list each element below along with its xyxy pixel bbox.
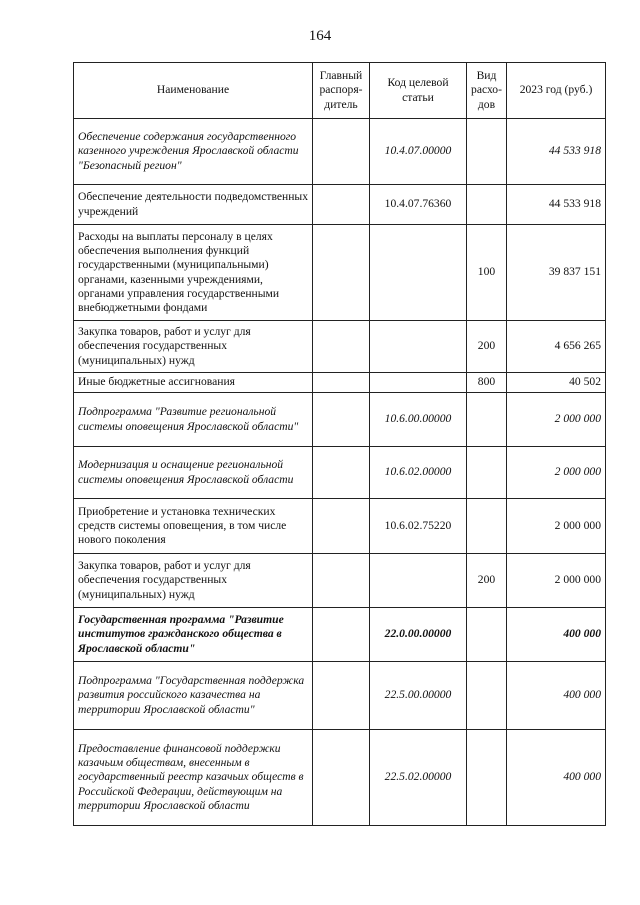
row-expense-type-cell	[467, 119, 507, 185]
row-amount-cell: 4 656 265	[507, 321, 606, 373]
table-row	[74, 373, 606, 393]
table-row	[74, 225, 606, 321]
row-expense-type-cell	[467, 393, 507, 447]
row-target-code-cell: 10.6.02.00000	[370, 447, 467, 499]
row-target-code-cell: 10.4.07.00000	[370, 119, 467, 185]
row-amount-cell: 400 000	[507, 730, 606, 826]
row-target-code-cell: 22.5.02.00000	[370, 730, 467, 826]
row-target-code-cell: 10.6.00.00000	[370, 393, 467, 447]
row-amount-cell: 44 533 918	[507, 119, 606, 185]
row-expense-type-cell	[467, 499, 507, 554]
table-row	[74, 393, 606, 447]
header-expense-type: Вид расхо-дов	[467, 63, 507, 119]
table-row	[74, 662, 606, 730]
table-row	[74, 185, 606, 225]
table-row	[74, 554, 606, 608]
table-row	[74, 608, 606, 662]
row-main-manager-cell	[313, 185, 370, 225]
row-main-manager-cell	[313, 373, 370, 393]
table-row	[74, 321, 606, 373]
row-name-cell: Приобретение и установка технических средств системы оповещения, в том числе нового поколения	[74, 499, 313, 554]
row-amount-cell: 44 533 918	[507, 185, 606, 225]
row-main-manager-cell	[313, 447, 370, 499]
row-name-cell: Государственная программа "Развитие институтов гражданского общества в Ярославской области"	[74, 608, 313, 662]
row-main-manager-cell	[313, 119, 370, 185]
row-expense-type-cell	[467, 608, 507, 662]
row-expense-type-cell: 200	[467, 321, 507, 373]
row-expense-type-cell: 100	[467, 225, 507, 321]
row-main-manager-cell	[313, 730, 370, 826]
row-target-code-cell	[370, 373, 467, 393]
row-amount-cell: 2 000 000	[507, 499, 606, 554]
row-amount-cell: 39 837 151	[507, 225, 606, 321]
table-row	[74, 730, 606, 826]
header-main-manager: Главный распоря-дитель	[313, 63, 370, 119]
row-amount-cell: 400 000	[507, 608, 606, 662]
row-name-cell: Обеспечение деятельности подведомственных учреждений	[74, 185, 313, 225]
row-name-cell: Подпрограмма "Государственная поддержка развития российского казачества на территории Ярославской области"	[74, 662, 313, 730]
row-target-code-cell	[370, 321, 467, 373]
row-target-code-cell	[370, 225, 467, 321]
header-amount-2023: 2023 год (руб.)	[507, 63, 606, 119]
row-name-cell: Закупка товаров, работ и услуг для обеспечения государственных (муниципальных) нужд	[74, 554, 313, 608]
row-target-code-cell: 10.6.02.75220	[370, 499, 467, 554]
row-main-manager-cell	[313, 662, 370, 730]
row-main-manager-cell	[313, 499, 370, 554]
row-main-manager-cell	[313, 321, 370, 373]
row-main-manager-cell	[313, 393, 370, 447]
row-amount-cell: 2 000 000	[507, 447, 606, 499]
budget-table	[73, 62, 606, 826]
row-amount-cell: 400 000	[507, 662, 606, 730]
table-row	[74, 119, 606, 185]
row-name-cell: Иные бюджетные ассигнования	[74, 373, 313, 393]
row-main-manager-cell	[313, 225, 370, 321]
table-header-row	[74, 63, 606, 119]
row-target-code-cell	[370, 554, 467, 608]
row-expense-type-cell	[467, 185, 507, 225]
row-expense-type-cell: 200	[467, 554, 507, 608]
row-target-code-cell: 22.5.00.00000	[370, 662, 467, 730]
row-amount-cell: 2 000 000	[507, 554, 606, 608]
row-name-cell: Модернизация и оснащение региональной системы оповещения Ярославской области	[74, 447, 313, 499]
row-name-cell: Обеспечение содержания государственного казенного учреждения Ярославской области "Безопасный регион"	[74, 119, 313, 185]
header-target-code: Код целевой статьи	[370, 63, 467, 119]
row-amount-cell: 2 000 000	[507, 393, 606, 447]
row-expense-type-cell	[467, 447, 507, 499]
row-expense-type-cell: 800	[467, 373, 507, 393]
row-main-manager-cell	[313, 554, 370, 608]
row-name-cell: Закупка товаров, работ и услуг для обеспечения государственных (муниципальных) нужд	[74, 321, 313, 373]
table-row	[74, 447, 606, 499]
table-row	[74, 499, 606, 554]
row-expense-type-cell	[467, 662, 507, 730]
row-name-cell: Предоставление финансовой поддержки казачьим обществам, внесенным в государственный реестр казачьих обществ в Российской Федерации, действующим на территории Ярославской области	[74, 730, 313, 826]
row-expense-type-cell	[467, 730, 507, 826]
row-name-cell: Подпрограмма "Развитие региональной системы оповещения Ярославской области"	[74, 393, 313, 447]
row-target-code-cell: 10.4.07.76360	[370, 185, 467, 225]
row-main-manager-cell	[313, 608, 370, 662]
page-number: 164	[308, 28, 332, 44]
row-name-cell: Расходы на выплаты персоналу в целях обеспечения выполнения функций государственными (муниципальными) органами, казенными учреждениями, органами управления государственными внебюджетными фондами	[74, 225, 313, 321]
row-amount-cell: 40 502	[507, 373, 606, 393]
row-target-code-cell: 22.0.00.00000	[370, 608, 467, 662]
header-name: Наименование	[74, 63, 313, 119]
